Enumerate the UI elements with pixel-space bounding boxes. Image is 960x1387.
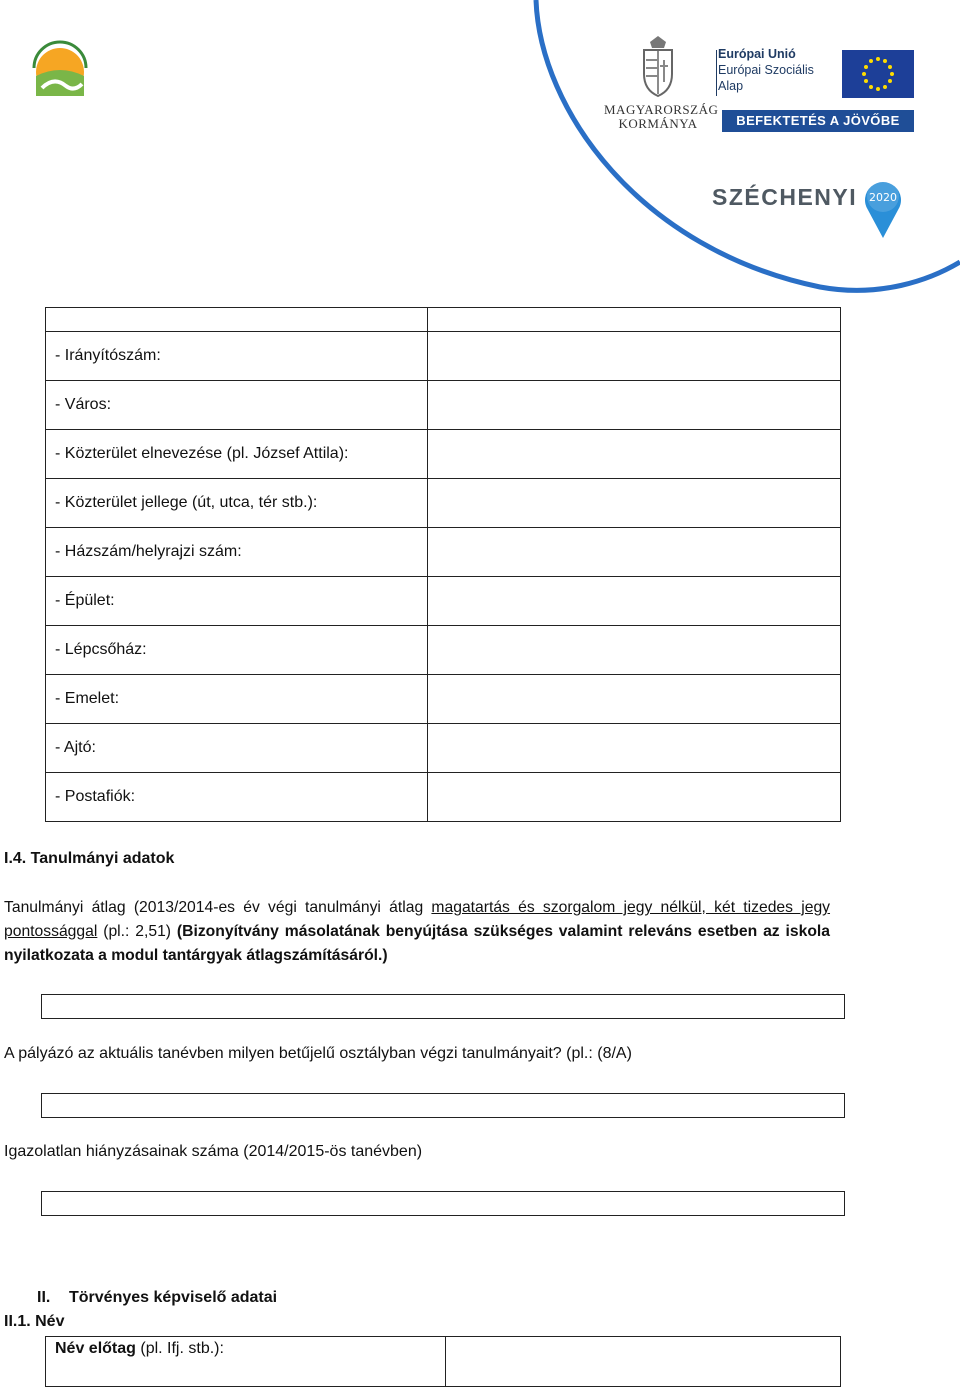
header-swoosh-decoration: [0, 0, 960, 300]
programme-logo: [30, 40, 90, 100]
label-building: - Épület:: [46, 577, 428, 626]
eu-line-2: Európai Szociális: [718, 63, 814, 77]
szechenyi-2020-pin-icon: [862, 174, 904, 240]
section-ii-number: II.: [37, 1289, 51, 1306]
table-row: [46, 479, 841, 528]
table-row: [46, 1337, 841, 1387]
name-prefix-field[interactable]: [446, 1337, 841, 1387]
section-ii-title: Törvényes képviselő adatai: [69, 1289, 278, 1306]
label-house-number: - Házszám/helyrajzi szám:: [46, 528, 428, 577]
table-row: [46, 332, 841, 381]
label-door: - Ajtó:: [46, 724, 428, 773]
gov-logo-line2: KORMÁNYA: [618, 116, 698, 131]
section-heading-ii: [37, 1289, 277, 1307]
class-input-box[interactable]: [41, 1093, 845, 1118]
city-field[interactable]: [428, 381, 841, 430]
para-text-2: (pl.: 2,51): [97, 923, 177, 940]
szechenyi-text: SZÉCHENYI: [712, 184, 858, 210]
building-field[interactable]: [428, 577, 841, 626]
coat-of-arms-icon: [638, 36, 678, 98]
name-prefix-bold: Név előtag: [55, 1340, 136, 1357]
para-bold-note: (Bizonyítvány másolatának benyújtása szükséges valamint releváns esetben az iskola nyilatkozata a modul tantárgyak átlagszámításáról.): [4, 923, 831, 964]
floor-field[interactable]: [428, 675, 841, 724]
street-type-field[interactable]: [428, 479, 841, 528]
eu-separator: [716, 50, 717, 96]
average-instructions: [4, 896, 830, 968]
section-heading-i4: I.4. Tanulmányi adatok: [4, 850, 175, 867]
hungarian-government-logo: [604, 36, 719, 136]
table-row: [46, 675, 841, 724]
label-street-name: - Közterület elnevezése (pl. József Attila):: [46, 430, 428, 479]
absence-input-box[interactable]: [41, 1191, 845, 1216]
average-input-box[interactable]: [41, 994, 845, 1019]
eu-line-1: Európai Unió: [718, 47, 796, 61]
label-street-type: - Közterület jellege (út, utca, tér stb.):: [46, 479, 428, 528]
szechenyi-year: 2020: [869, 191, 897, 204]
address-input-empty[interactable]: [428, 308, 841, 332]
table-row: [46, 528, 841, 577]
label-name-prefix: [46, 1337, 446, 1387]
label-city: - Város:: [46, 381, 428, 430]
po-box-field[interactable]: [428, 773, 841, 822]
house-number-field[interactable]: [428, 528, 841, 577]
eu-fund-label: [718, 46, 814, 94]
investment-banner: BEFEKTETÉS A JÖVŐBE: [722, 110, 914, 132]
table-row: [46, 308, 841, 332]
door-field[interactable]: [428, 724, 841, 773]
table-row: [46, 430, 841, 479]
street-name-field[interactable]: [428, 430, 841, 479]
table-row: [46, 773, 841, 822]
table-row: [46, 724, 841, 773]
para-text-1: Tanulmányi átlag (2013/2014-es év végi tanulmányi átlag: [4, 899, 432, 916]
address-label-empty: [46, 308, 428, 332]
szechenyi-logo: [712, 184, 857, 211]
label-po-box: - Postafiók:: [46, 773, 428, 822]
label-staircase: - Lépcsőház:: [46, 626, 428, 675]
label-postal-code: - Irányítószám:: [46, 332, 428, 381]
eu-line-3: Alap: [718, 79, 744, 93]
question-absence: Igazolatlan hiányzásainak száma (2014/2015-ös tanévben): [4, 1143, 423, 1160]
para-underlined: magatartás és szorgalom jegy nélkül, két tizedes jegy pontossággal: [4, 899, 831, 940]
table-row: [46, 626, 841, 675]
address-table: [45, 307, 841, 822]
name-prefix-rest: (pl. Ifj. stb.):: [135, 1340, 224, 1357]
question-class: A pályázó az aktuális tanévben milyen betűjelű osztályban végzi tanulmányait? (pl.: (8/A): [4, 1045, 632, 1062]
table-row: [46, 577, 841, 626]
label-floor: - Emelet:: [46, 675, 428, 724]
postal-code-field[interactable]: [428, 332, 841, 381]
table-row: [46, 381, 841, 430]
section-heading-ii1: II.1. Név: [4, 1313, 65, 1330]
gov-logo-line1: MAGYARORSZÁG: [604, 102, 719, 117]
eu-flag-icon: [842, 50, 914, 98]
name-table: [45, 1336, 841, 1387]
staircase-field[interactable]: [428, 626, 841, 675]
